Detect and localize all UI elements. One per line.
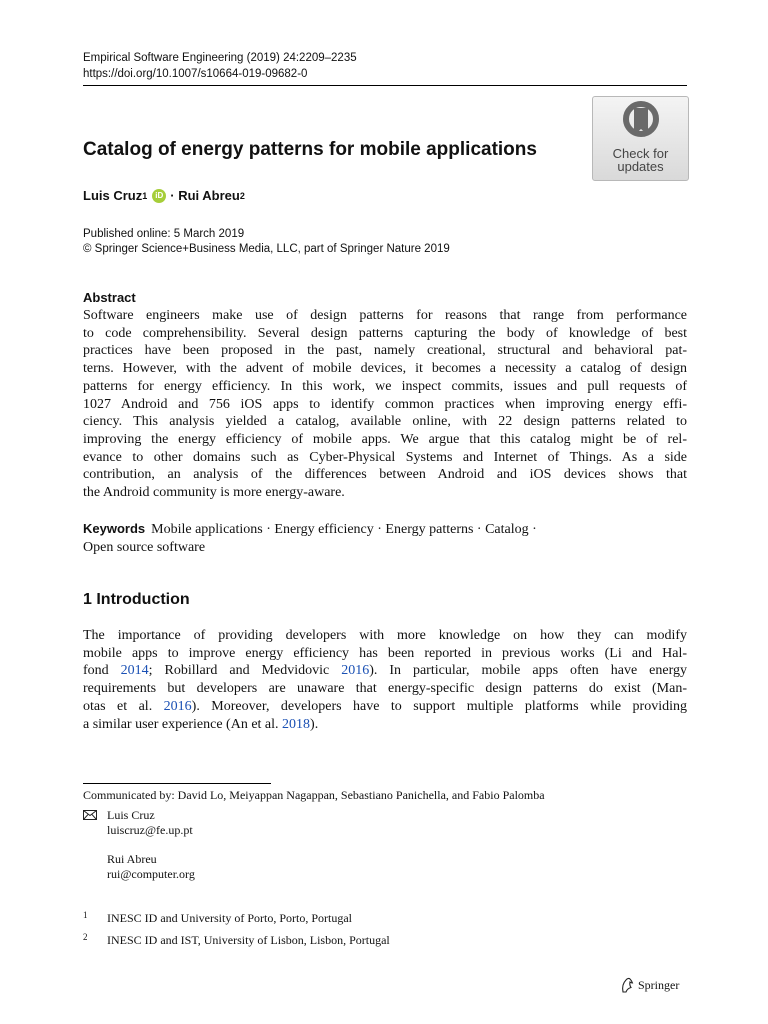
intro-line: mobile apps to improve energy efficiency has been reported in previous works (Li and Hal- xyxy=(83,645,687,661)
abstract-line: ciency. This analysis yielded a catalog, available online, with 22 design patterns related to xyxy=(83,414,687,430)
citation-link[interactable]: 2014 xyxy=(120,663,149,679)
abstract-line: improving the energy efficiency of mobile apps. We argue that this catalog might be of rel- xyxy=(83,431,687,447)
section-heading-introduction: 1 Introduction xyxy=(83,591,190,608)
badge-line-1: Check for xyxy=(612,146,669,161)
journal-header xyxy=(83,50,357,82)
paper-title: Catalog of energy patterns for mobile applications xyxy=(83,139,537,160)
intro-line: requirements but developers are unaware that energy-specific design patterns do exist (Man- xyxy=(83,681,687,697)
abstract-body xyxy=(83,307,687,502)
journal-citation: Empirical Software Engineering (2019) 24:2209–2235 xyxy=(83,52,357,64)
contact-name: Rui Abreu xyxy=(107,852,157,866)
check-for-updates-badge[interactable] xyxy=(592,96,689,181)
affiliation-2 xyxy=(83,932,583,948)
abstract-line: evance to other domains such as Cyber-Physical Systems and Internet of Things. As a side xyxy=(83,449,687,465)
affiliation-number: 2 xyxy=(83,932,88,942)
contact-email[interactable]: luiscruz@fe.up.pt xyxy=(107,823,193,837)
intro-line: The importance of providing developers with more knowledge on how they can modify xyxy=(83,628,687,643)
contact-block xyxy=(83,808,383,888)
citation-link[interactable]: 2016 xyxy=(341,663,370,679)
intro-line xyxy=(83,698,687,716)
intro-text: ). Moreover, developers have to support multiple platforms while providing xyxy=(191,698,688,714)
doi-link[interactable]: https://doi.org/10.1007/s10664-019-09682-0 xyxy=(83,68,308,80)
contact-email[interactable]: rui@computer.org xyxy=(107,867,195,881)
citation-link[interactable]: 2016 xyxy=(163,698,192,714)
affiliation-1 xyxy=(83,910,583,926)
mail-icon xyxy=(83,810,97,820)
copyright: © Springer Science+Business Media, LLC, part of Springer Nature 2019 xyxy=(83,243,450,255)
springer-horse-icon xyxy=(620,977,634,993)
communicated-by: Communicated by: David Lo, Meiyappan Nagappan, Sebastiano Panichella, and Fabio Palomba xyxy=(83,788,545,802)
intro-text: ). In particular, mobile apps often have energy xyxy=(369,663,687,679)
badge-label xyxy=(593,147,688,173)
author-2: Rui Abreu xyxy=(178,188,240,203)
abstract-line: patterns for energy efficiency. In this work, we inspect commits, issues and pull requests of xyxy=(83,378,687,394)
publication-info xyxy=(83,227,450,257)
author-1: Luis Cruz xyxy=(83,188,143,203)
published-date: Published online: 5 March 2019 xyxy=(83,228,245,240)
intro-text: fond xyxy=(83,663,121,679)
contact-name: Luis Cruz xyxy=(107,808,155,822)
author-separator: · xyxy=(170,188,175,203)
footnote-divider xyxy=(83,783,271,784)
keywords-line-2: Open source software xyxy=(83,540,206,555)
intro-line xyxy=(83,662,687,680)
abstract-line: terns. However, with the advent of mobile devices, it becomes a necessity a catalog of design xyxy=(83,361,687,377)
intro-text: otas et al. xyxy=(83,698,164,714)
affiliation-number: 1 xyxy=(83,910,88,920)
abstract-line: contribution, an analysis of the differences between Android and iOS devices shows that xyxy=(83,467,687,483)
abstract-line: the Android community is more energy-aware. xyxy=(83,485,345,501)
keywords-line-1: Mobile applications · Energy efficiency · Energy patterns · Catalog · xyxy=(151,522,537,537)
header-divider xyxy=(83,85,687,86)
keywords xyxy=(83,520,687,557)
affiliation-text: INESC ID and IST, University of Lisbon, Lisbon, Portugal xyxy=(107,933,390,947)
publisher-logo xyxy=(620,977,679,993)
abstract-line: Software engineers make use of design patterns for reasons that range from performance xyxy=(83,308,687,323)
badge-line-2: updates xyxy=(617,159,664,174)
author-list: Luis Cruz 1 iD · Rui Abreu 2 xyxy=(83,188,245,203)
orcid-icon[interactable]: iD xyxy=(152,189,166,203)
abstract-line: to code comprehensibility. Several design patterns capturing the body of knowledge of best xyxy=(83,325,687,341)
affiliation-text: INESC ID and University of Porto, Porto, Portugal xyxy=(107,911,352,925)
bookmark-ring-icon xyxy=(623,101,659,145)
intro-text: ; Robillard and Medvidovic xyxy=(148,663,342,679)
intro-text: a similar user experience (An et al. xyxy=(83,716,283,732)
keywords-label: Keywords xyxy=(83,521,146,536)
publisher-name: Springer xyxy=(638,977,680,992)
intro-line xyxy=(83,716,687,734)
abstract-line: practices have been proposed in the past, namely creational, structural and behavioral pat- xyxy=(83,343,687,359)
intro-text: ). xyxy=(310,716,319,732)
citation-link[interactable]: 2018 xyxy=(282,716,311,732)
introduction-body xyxy=(83,627,687,733)
abstract-heading: Abstract xyxy=(83,290,136,305)
abstract-line: 1027 Android and 756 iOS apps to identify common practices when improving energy effi- xyxy=(83,396,687,412)
